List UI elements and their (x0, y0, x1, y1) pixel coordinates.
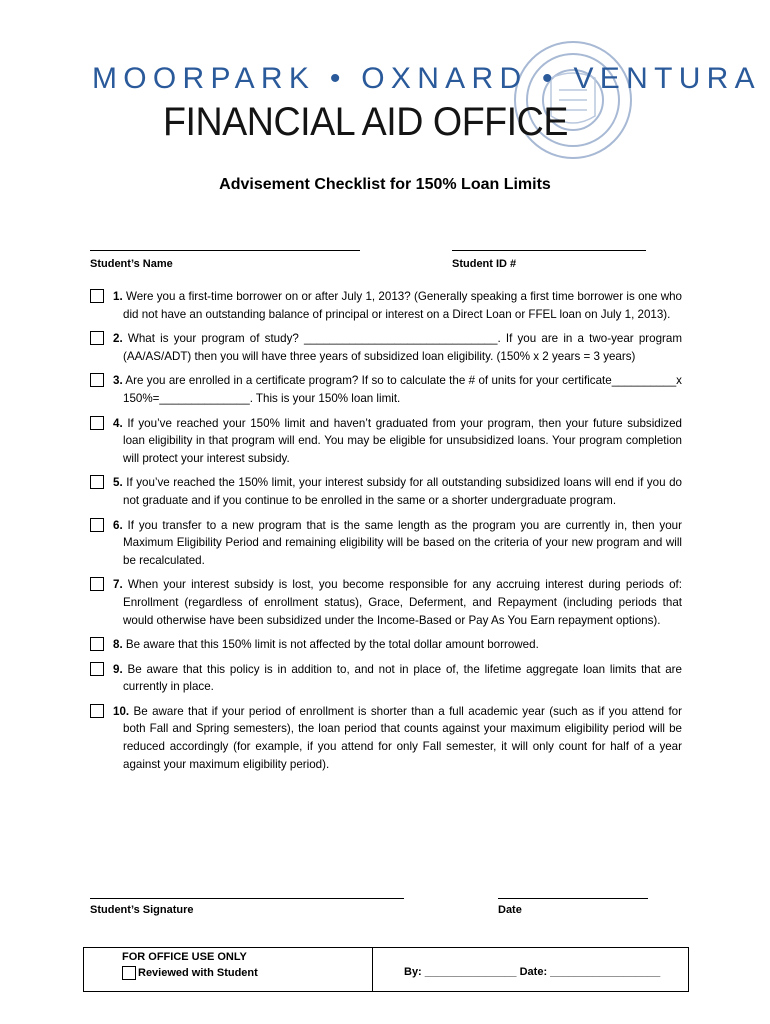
date-label: Date (498, 904, 522, 916)
checklist-item (90, 517, 682, 570)
checklist (90, 288, 682, 780)
office-use-heading: FOR OFFICE USE ONLY (122, 951, 247, 963)
office-name: FINANCIAL AID OFFICE (163, 100, 568, 144)
divider (372, 948, 373, 992)
checkbox[interactable] (90, 289, 104, 303)
item-text: Be aware that this 150% limit is not affected by the total dollar amount borrowed. (125, 638, 539, 652)
item-text: If you’ve reached your 150% limit and haven’t graduated from your program, then your future subsidized loan eligibility in that program will end. You may be eligible for unsubsidized loans. Your program completion will protect your interest subsidy. (123, 416, 682, 465)
checkbox[interactable] (90, 577, 104, 591)
checkbox[interactable] (90, 331, 104, 345)
student-signature-label: Student’s Signature (90, 904, 194, 916)
item-text: Were you a first-time borrower on or after July 1, 2013? (Generally speaking a first time borrower is one who did not have an outstanding balance of principal or interest on a Direct Loan or FFEL loan on July 1, 2013). (123, 290, 682, 321)
item-number: 10. (113, 704, 130, 718)
student-name-line[interactable] (90, 250, 360, 251)
checkbox[interactable] (90, 662, 104, 676)
office-use-box (83, 947, 689, 992)
checkbox[interactable] (90, 475, 104, 489)
reviewed-checkbox[interactable] (122, 966, 136, 980)
checkbox[interactable] (90, 416, 104, 430)
student-id-line[interactable] (452, 250, 646, 251)
student-name-label: Student’s Name (90, 258, 173, 270)
item-number: 4. (113, 416, 123, 430)
checklist-item (90, 288, 682, 323)
item-text: If you transfer to a new program that is the same length as the program you are currently in, then your Maximum Eligibility Period and remaining eligibility will be based on the criteria of your new program and will be recalculated. (123, 518, 682, 567)
checkbox[interactable] (90, 518, 104, 532)
item-number: 1. (113, 290, 123, 303)
page-title: Advisement Checklist for 150% Loan Limits (219, 176, 551, 193)
item-number: 8. (113, 638, 123, 652)
item-text: Are you are enrolled in a certificate program? If so to calculate the # of units for your certificate__________x 150%=______________. This is your 150% loan limit. (123, 374, 682, 405)
checkbox[interactable] (90, 637, 104, 651)
checklist-item (90, 703, 682, 773)
item-text: When your interest subsidy is lost, you become responsible for any accruing interest during periods of: Enrollment (regardless of enrollment status), Grace, Deferment, and Repayment (including periods that would otherwise have been subsidized under the Income-Based or Pay As You Earn repayment options). (123, 578, 682, 627)
signature-line[interactable] (90, 898, 404, 899)
checklist-item (90, 576, 682, 629)
item-number: 6. (113, 518, 123, 532)
item-number: 3. (113, 374, 123, 388)
checklist-item (90, 372, 682, 407)
reviewed-label: Reviewed with Student (138, 967, 258, 979)
checkbox[interactable] (90, 373, 104, 387)
checklist-item (90, 330, 682, 365)
by-date-fields[interactable]: By: _______________ Date: __________________ (404, 966, 661, 978)
item-text: If you’ve reached the 150% limit, your interest subsidy for all outstanding subsidized loans will end if you do not graduate and if you continue to be enrolled in the same or a shorter undergraduate program. (123, 476, 682, 507)
checklist-item (90, 636, 682, 654)
college-names: MOORPARK • OXNARD • VENTURA (92, 62, 761, 95)
reviewed-row (122, 966, 258, 980)
item-number: 5. (113, 476, 123, 490)
item-number: 9. (113, 662, 123, 676)
student-id-label: Student ID # (452, 258, 517, 270)
checklist-item (90, 415, 682, 468)
item-text: What is your program of study? ______________________________. If you are in a two-year program (AA/AS/ADT) then you will have three years of subsidized loan eligibility. (150% x 2 years = 3 years) (123, 332, 682, 363)
checklist-item (90, 474, 682, 509)
item-text: Be aware that if your period of enrollment is shorter than a full academic year (such as if you attend for both Fall and Spring semesters), the loan period that counts against your maximum eligibility period will be reduced accordingly (for example, if you attend for only Fall semester, it will only count for half of a year against your maximum eligibility period). (123, 704, 682, 771)
item-text: Be aware that this policy is in addition to, and not in place of, the lifetime aggregate loan limits that are currently in place. (123, 662, 682, 694)
checklist-item (90, 661, 682, 696)
checkbox[interactable] (90, 704, 104, 718)
date-line[interactable] (498, 898, 648, 899)
letterhead (0, 0, 770, 150)
item-number: 7. (113, 578, 123, 592)
item-number: 2. (113, 332, 123, 346)
